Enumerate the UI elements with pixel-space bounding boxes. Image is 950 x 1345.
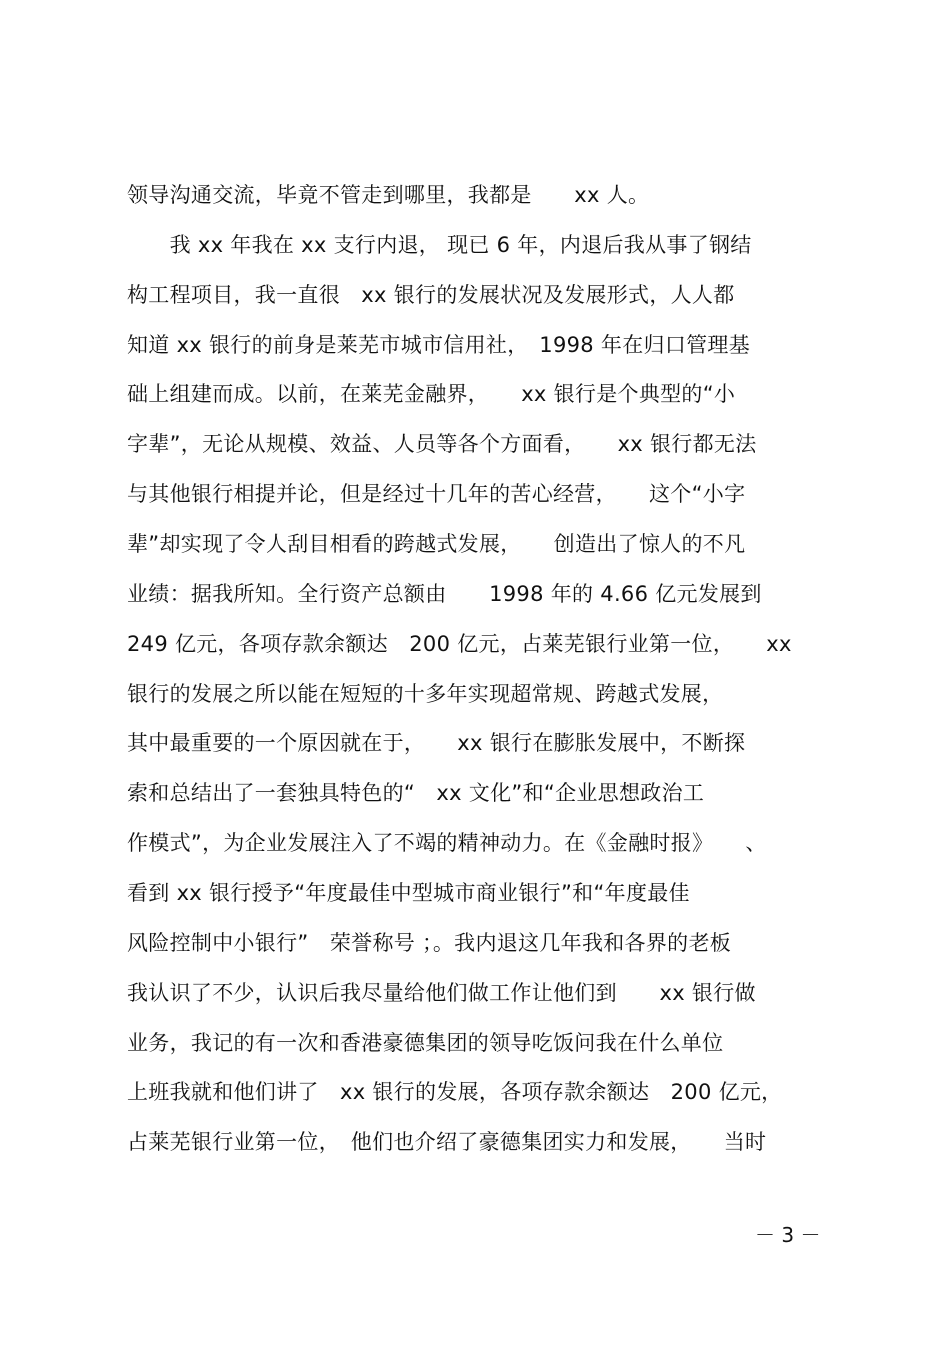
body-text-line: 构工程项目，我一直很 xx 银行的发展状况及发展形式，人人都 — [127, 283, 735, 307]
body-text-line: 础上组建而成。以前，在莱芜金融界， xx 银行是个典型的“小 — [127, 382, 736, 406]
body-text-line: 字辈”，无论从规模、效益、人员等各个方面看， xx 银行都无法 — [127, 432, 757, 456]
body-text-line: 249 亿元，各项存款余额达 200 亿元，占莱芜银行业第一位， xx — [127, 632, 792, 656]
body-text-line: 我 xx 年我在 xx 支行内退， 现已 6 年，内退后我从事了钢结 — [127, 233, 752, 257]
body-text-line: 看到 xx 银行授予“年度最佳中型城市商业银行”和“年度最佳 — [127, 881, 690, 905]
body-text-line: 辈”却实现了令人刮目相看的跨越式发展， 创造出了惊人的不凡 — [127, 532, 746, 556]
body-text-line: 银行的发展之所以能在短短的十多年实现超常规、跨越式发展， — [127, 682, 724, 706]
body-text-line: 领导沟通交流，毕竟不管走到哪里，我都是 xx 人。 — [127, 183, 650, 207]
body-text-line: 上班我就和他们讲了 xx 银行的发展，各项存款余额达 200 亿元， — [127, 1080, 783, 1104]
page-number: － 3 － — [755, 1223, 821, 1247]
body-text-line: 我认识了不少，认识后我尽量给他们做工作让他们到 xx 银行做 — [127, 981, 756, 1005]
body-text-line: 知道 xx 银行的前身是莱芜市城市信用社， 1998 年在归口管理基 — [127, 333, 751, 357]
body-text-line: 业绩：据我所知。全行资产总额由 1998 年的 4.66 亿元发展到 — [127, 582, 762, 606]
body-text-line: 作模式”，为企业发展注入了不竭的精神动力。在《金融时报》 、 — [127, 831, 767, 855]
body-text-line: 索和总结出了一套独具特色的“ xx 文化”和“企业思想政治工 — [127, 781, 705, 805]
body-text-line: 风险控制中小银行” 荣誉称号 ；。我内退这几年我和各界的老板 — [127, 931, 732, 955]
body-text-line: 业务，我记的有一次和香港豪德集团的领导吃饭问我在什么单位 — [127, 1031, 724, 1055]
body-text-line: 占莱芜银行业第一位， 他们也介绍了豪德集团实力和发展， 当时 — [127, 1130, 767, 1154]
body-text-line: 与其他银行相提并论，但是经过十几年的苦心经营， 这个“小字 — [127, 482, 746, 506]
body-text-line: 其中最重要的一个原因就在于， xx 银行在膨胀发展中，不断探 — [127, 731, 746, 755]
